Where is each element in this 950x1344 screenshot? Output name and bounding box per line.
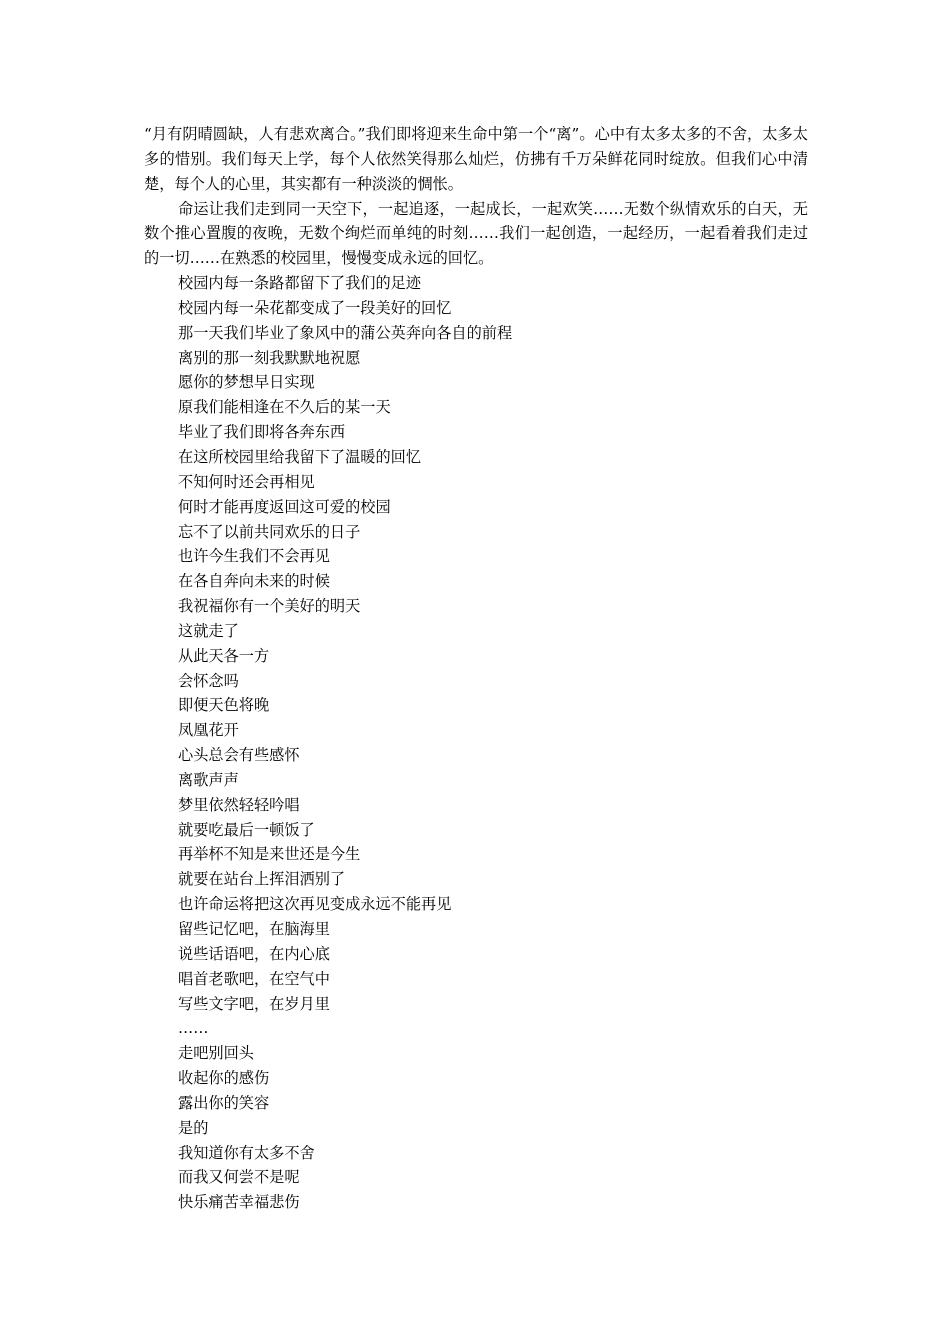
poem-line: 收起你的感伤 [178,1069,270,1088]
poem-line: 写些文字吧，在岁月里 [178,994,330,1013]
poem-lines [144,271,808,1215]
poem-line: 走吧别回头 [178,1044,254,1063]
poem-line: 原我们能相逢在不久后的某一天 [178,398,391,417]
poem-line: 心头总会有些感怀 [178,746,300,765]
poem-line: 在各自奔向未来的时候 [178,572,330,591]
poem-line: 这就走了 [178,621,239,640]
poem-line: 梦里依然轻轻吟唱 [178,795,300,814]
poem-line: 唱首老歌吧，在空气中 [178,969,330,988]
poem-line: 从此天各一方 [178,646,270,665]
poem-line: 是的 [178,1118,209,1137]
poem-line: 忘不了以前共同欢乐的日子 [178,522,361,541]
document-page [144,122,808,1215]
poem-line: 就要在站台上挥泪洒别了 [178,870,346,889]
poem-line: 也许今生我们不会再见 [178,547,330,566]
intro-paragraph: “月有阴晴圆缺，人有悲欢离合。”我们即将迎来生命中第一个“离”。心中有太多太多的不舍，太多太多的惜别。我们每天上学，每个人依然笑得那么灿烂，仿拂有千万朵鲜花同时绽放。但我们心中清楚，每个人的心里，其实都有一种淡淡的惆怅。 [144,125,808,193]
poem-line: 在这所校园里给我留下了温暖的回忆 [178,447,421,466]
poem-line: 愿你的梦想早日实现 [178,373,315,392]
fate-paragraph: 命运让我们走到同一天空下，一起追逐，一起成长，一起欢笑……无数个纵情欢乐的白天，无数个推心置腹的夜晚，无数个绚烂而单纯的时刻……我们一起创造，一起经历，一起看着我们走过的一切……在熟悉的校园里，慢慢变成永远的回忆。 [144,199,808,268]
poem-line: 而我又何尝不是呢 [178,1168,300,1187]
poem-line: 那一天我们毕业了象风中的蒲公英奔向各自的前程 [178,323,513,342]
poem-line: 何时才能再度返回这可爱的校园 [178,497,391,516]
poem-line: 再举杯不知是来世还是今生 [178,845,361,864]
poem-line: 露出你的笑容 [178,1093,270,1112]
poem-line: 就要吃最后一顿饭了 [178,820,315,839]
poem-line: 凤凰花开 [178,721,239,740]
poem-line: 会怀念吗 [178,671,239,690]
poem-line: 我知道你有太多不舍 [178,1143,315,1162]
poem-line: 不知何时还会再相见 [178,472,315,491]
poem-line: 也许命运将把这次再见变成永远不能再见 [178,895,452,914]
poem-line: 说些话语吧，在内心底 [178,944,330,963]
poem-line: …… [178,1019,209,1038]
poem-line: 离别的那一刻我默默地祝愿 [178,348,361,367]
poem-line: 离歌声声 [178,770,239,789]
poem-line: 留些记忆吧，在脑海里 [178,920,330,938]
poem-line: 校园内每一朵花都变成了一段美好的回忆 [178,298,452,317]
poem-line: 我祝福你有一个美好的明天 [178,597,361,616]
poem-line: 快乐痛苦幸福悲伤 [178,1193,300,1212]
poem-line: 毕业了我们即将各奔东西 [178,423,346,442]
poem-line: 即便天色将晚 [178,696,270,715]
poem-line: 校园内每一条路都留下了我们的足迹 [178,274,421,293]
